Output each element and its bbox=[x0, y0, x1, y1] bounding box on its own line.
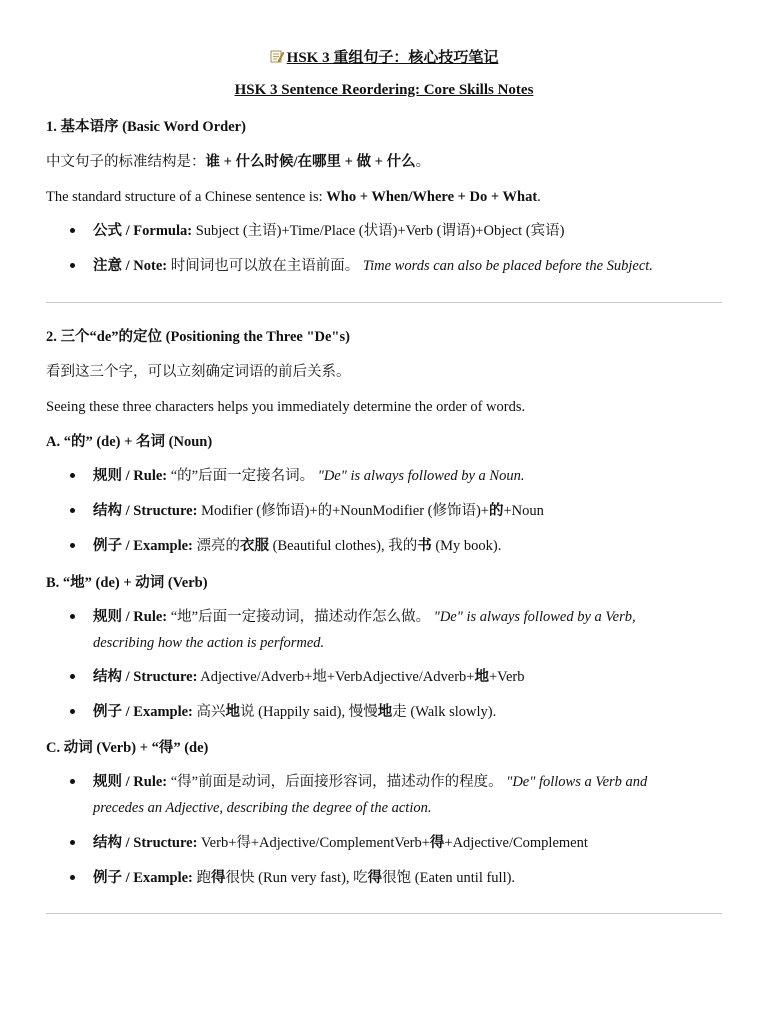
a-structure-end: +Noun bbox=[503, 503, 544, 519]
c-rule-zh: “得”前面是动词，后面接形容词，描述动作的程度。 bbox=[167, 774, 507, 790]
c-example-part: 很饱 (Eaten until full). bbox=[382, 870, 516, 886]
s1-en-lead: The standard structure of a Chinese sentence is: bbox=[46, 189, 327, 205]
section2-heading: 2. 三个“de”的定位 (Positioning the Three "De"s) bbox=[46, 329, 350, 345]
list-item-c-rule bbox=[70, 769, 710, 821]
note-zh: 时间词也可以放在主语前面。 bbox=[167, 258, 363, 274]
title-zh-text: HSK 3 重组句子：核心技巧笔记 bbox=[286, 50, 499, 66]
a-example-noun: 衣服 bbox=[240, 538, 270, 554]
formula-label: 公式 / Formula: bbox=[93, 223, 193, 239]
list-item-a-structure bbox=[70, 498, 710, 524]
c-structure-text: Verb+得+Adjective/ComplementVerb+ bbox=[197, 835, 430, 851]
bullet-dot bbox=[70, 263, 75, 268]
note-label: 注意 / Note: bbox=[93, 258, 168, 274]
a-rule-en: "De" is always followed by a Noun. bbox=[317, 468, 525, 484]
bullet-dot bbox=[70, 709, 75, 714]
section1-paragraph-zh bbox=[46, 152, 430, 172]
c-structure-de: 得 bbox=[429, 835, 445, 851]
list-item-b-example bbox=[70, 699, 710, 725]
c-rule-en-2: precedes an Adjective, describing the degree of the action. bbox=[93, 800, 432, 816]
a-example-part: (Beautiful clothes), 我的 bbox=[269, 538, 418, 554]
list-item-a-rule bbox=[70, 463, 710, 489]
bullet-dot bbox=[70, 228, 75, 233]
a-example-label: 例子 / Example: bbox=[93, 538, 193, 554]
bullet-dot bbox=[70, 674, 75, 679]
bullet-dot bbox=[70, 779, 75, 784]
list-item-c-structure bbox=[70, 830, 710, 856]
section1-heading: 1. 基本语序 (Basic Word Order) bbox=[46, 119, 246, 135]
b-rule-en-2: describing how the action is performed. bbox=[93, 635, 325, 651]
list-item-b-structure bbox=[70, 664, 710, 690]
b-example-part: 高兴 bbox=[192, 704, 226, 720]
s1-zh-end: 。 bbox=[415, 154, 431, 170]
section-divider bbox=[46, 302, 722, 303]
c-structure-end: +Adjective/Complement bbox=[444, 835, 588, 851]
document-title-zh bbox=[46, 46, 722, 67]
b-example-label: 例子 / Example: bbox=[93, 704, 193, 720]
note-en: Time words can also be placed before the Subject. bbox=[362, 258, 653, 274]
bullet-dot bbox=[70, 840, 75, 845]
s1-en-end: . bbox=[537, 189, 541, 205]
bullet-dot bbox=[70, 508, 75, 513]
a-example-part: (My book). bbox=[431, 538, 502, 554]
b-rule-en-1: "De" is always followed by a Verb, bbox=[433, 609, 636, 625]
subsection-b-heading: B. “地” (de) + 动词 (Verb) bbox=[46, 575, 208, 591]
c-structure-label: 结构 / Structure: bbox=[93, 835, 198, 851]
memo-icon bbox=[270, 49, 284, 63]
s1-zh-formula: 谁 + 什么时候/在哪里 + 做 + 什么 bbox=[205, 154, 416, 170]
b-structure-text: Adjective/Adverb+地+VerbAdjective/Adverb+ bbox=[197, 669, 475, 685]
section2-paragraph-zh: 看到这三个字，可以立刻确定词语的前后关系。 bbox=[46, 364, 351, 380]
b-structure-de: 地 bbox=[474, 669, 489, 685]
a-structure-label: 结构 / Structure: bbox=[93, 503, 198, 519]
section-divider bbox=[46, 913, 722, 914]
section2-paragraph-en: Seeing these three characters helps you immediately determine the order of words. bbox=[46, 399, 526, 415]
b-example-part: 走 (Walk slowly). bbox=[392, 704, 497, 720]
b-structure-label: 结构 / Structure: bbox=[93, 669, 198, 685]
c-example-de: 得 bbox=[367, 870, 383, 886]
a-rule-label: 规则 / Rule: bbox=[93, 468, 168, 484]
list-item-note bbox=[70, 253, 710, 279]
subsection-c-heading: C. 动词 (Verb) + “得” (de) bbox=[46, 740, 209, 756]
s1-zh-lead: 中文句子的标准结构是： bbox=[46, 154, 206, 170]
list-item-c-example bbox=[70, 865, 710, 891]
a-rule-zh: “的”后面一定接名词。 bbox=[167, 468, 318, 484]
b-example-de: 地 bbox=[225, 704, 241, 720]
a-example-noun: 书 bbox=[417, 538, 432, 554]
document-title-en: HSK 3 Sentence Reordering: Core Skills Notes bbox=[234, 82, 534, 98]
list-item-formula bbox=[70, 218, 710, 244]
c-example-de: 得 bbox=[211, 870, 226, 886]
list-item-a-example bbox=[70, 533, 710, 559]
c-example-part: 很快 (Run very fast), 吃 bbox=[225, 870, 368, 886]
bullet-dot bbox=[70, 473, 75, 478]
c-example-label: 例子 / Example: bbox=[93, 870, 193, 886]
bullet-dot bbox=[70, 614, 75, 619]
b-example-de: 地 bbox=[377, 704, 393, 720]
c-rule-en-1: "De" follows a Verb and bbox=[506, 774, 648, 790]
c-example-part: 跑 bbox=[192, 870, 212, 886]
b-rule-zh: “地”后面一定接动词，描述动作怎么做。 bbox=[167, 609, 434, 625]
b-rule-label: 规则 / Rule: bbox=[93, 609, 168, 625]
c-rule-label: 规则 / Rule: bbox=[93, 774, 168, 790]
a-structure-de: 的 bbox=[488, 503, 504, 519]
a-structure-text: Modifier (修饰语)+的+NounModifier (修饰语)+ bbox=[197, 503, 489, 519]
b-structure-end: +Verb bbox=[488, 669, 525, 685]
b-example-part: 说 (Happily said), 慢慢 bbox=[240, 704, 378, 720]
a-example-part: 漂亮的 bbox=[192, 538, 241, 554]
formula-text: Subject (主语)+Time/Place (状语)+Verb (谓语)+Object (宾语) bbox=[192, 223, 565, 239]
bullet-dot bbox=[70, 543, 75, 548]
list-item-b-rule bbox=[70, 604, 710, 656]
bullet-dot bbox=[70, 875, 75, 880]
section1-paragraph-en bbox=[46, 187, 541, 207]
subsection-a-heading: A. “的” (de) + 名词 (Noun) bbox=[46, 434, 213, 450]
s1-en-formula: Who + When/Where + Do + What bbox=[326, 189, 538, 205]
